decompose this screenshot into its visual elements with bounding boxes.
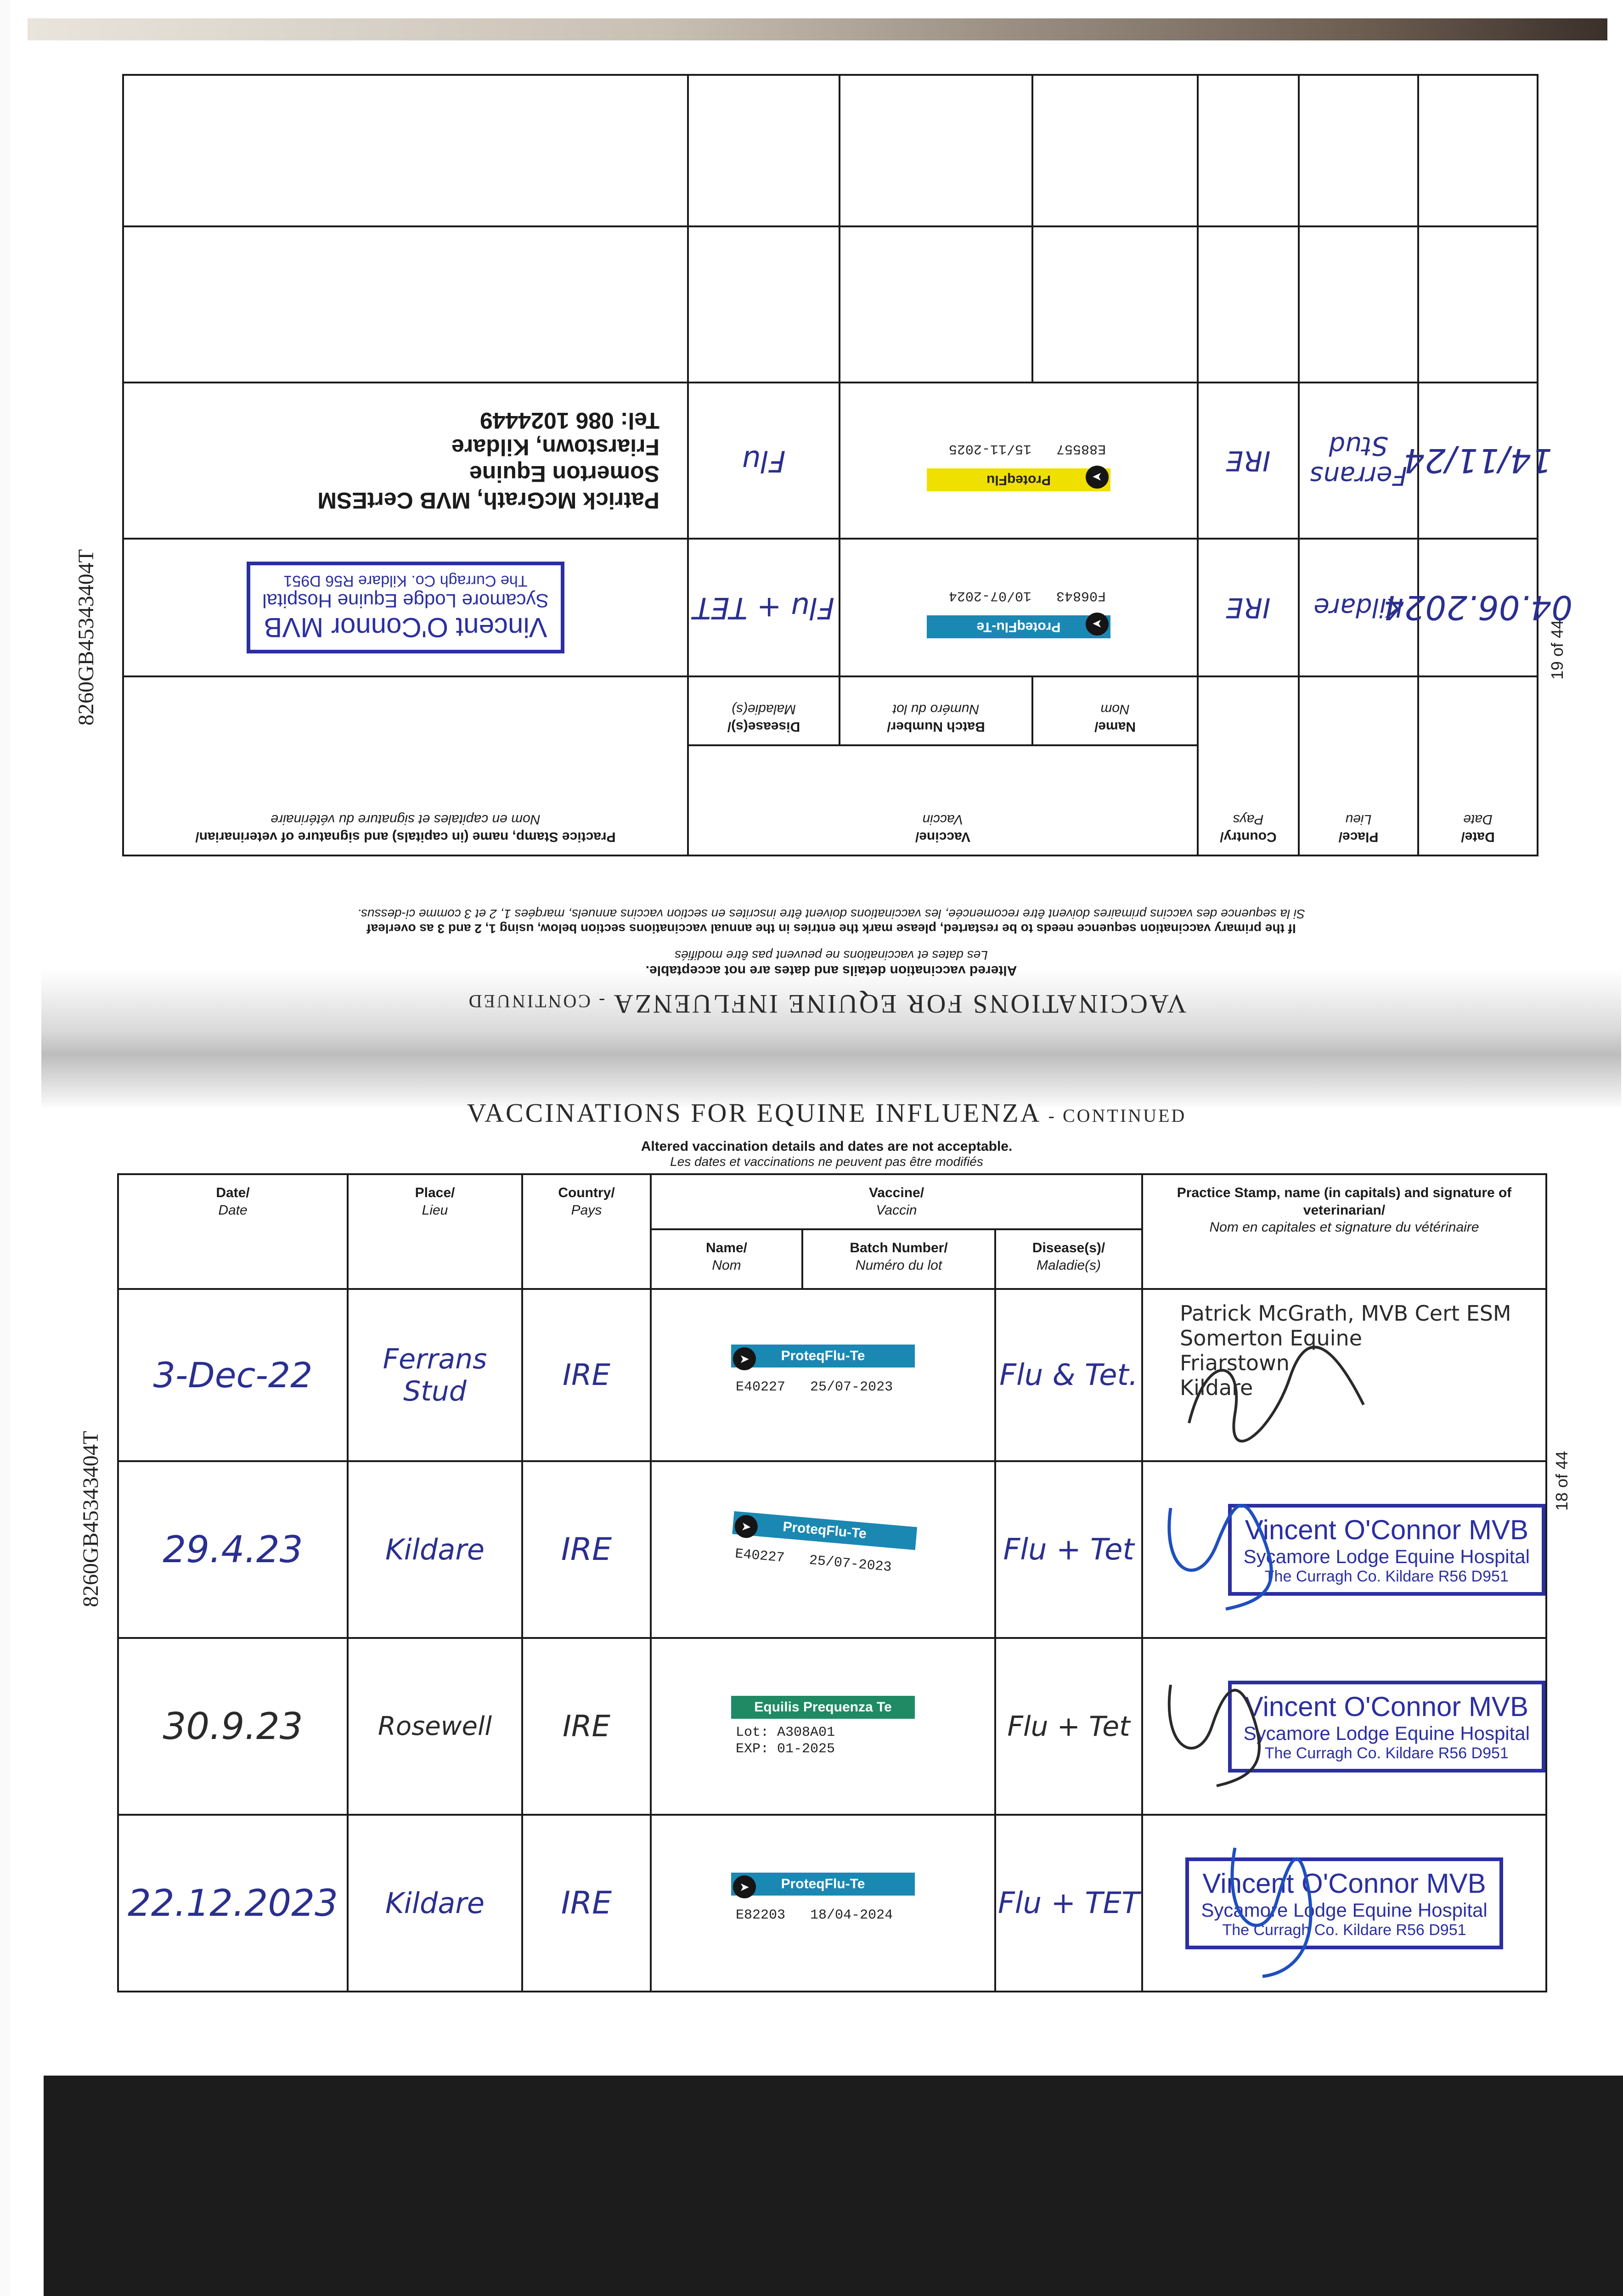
lower-header-vaccine: Vaccine/ Vaccin — [651, 1174, 1142, 1229]
upper-row-4 — [123, 75, 1538, 226]
upper-place-2: Ferrans Stud — [1310, 431, 1407, 490]
lower-date-1: 3-Dec-22 — [153, 1355, 313, 1396]
sticker-lot: E88557 15/11-2025 — [948, 441, 1106, 456]
upper-passport-id: 8260GB45343404T — [74, 549, 98, 726]
upper-restart-en: If the primary vaccination sequence needs to be restarted, please mark the entries in the annual vaccinations section below, using 1, 2 and 3 as overleaf — [366, 922, 1296, 936]
lower-header-country: Country/ Pays — [522, 1174, 651, 1289]
lower-row-3 — [118, 1638, 1546, 1815]
lower-place-1: Ferrans Stud — [383, 1343, 487, 1407]
sticker-logo-icon: ➤ — [734, 1514, 759, 1539]
upper-place-1: Kildare — [1313, 592, 1403, 623]
sticker-lot: F06843 10/07-2024 — [948, 588, 1106, 603]
stamp-line1: Sycamore Lodge Equine Hospital — [262, 590, 549, 612]
lower-country-3: IRE — [563, 1709, 610, 1744]
lower-vet-line-1: Patrick McGrath, MVB Cert ESM — [1180, 1301, 1511, 1326]
lower-disease-3: Flu + Tet — [1007, 1710, 1130, 1743]
upper-header-batch: Batch Number/ Numéro du lot — [840, 676, 1032, 745]
lower-vaccination-table — [117, 1173, 1545, 1991]
upper-header-disease: Disease(s)/ Maladie(s) — [688, 676, 840, 745]
lower-vaccine-sticker-1 — [727, 1341, 919, 1410]
upper-restart-fr: Si la sequence des vaccins primaires doivent être recomencée, les vaccinations doivent être inscrites en section vaccins annuels, marqées 1, 2 et 3 comme ci-dessus. — [357, 907, 1305, 921]
lower-place-3: Rosewell — [378, 1711, 492, 1741]
upper-title-text: VACCINATIONS FOR EQUINE INFLUENZA — [613, 989, 1187, 1019]
lower-vaccine-sticker-2 — [724, 1507, 922, 1592]
upper-date-1: 04.06.2024 — [1383, 588, 1573, 627]
signature-4 — [1207, 1820, 1327, 1986]
lower-vet-line-4: Kildare — [1180, 1375, 1253, 1400]
lower-header-stamp: Practice Stamp, name (in capitals) and signature of veterinarian/ Nom en capitales et signature du vétérinaire — [1142, 1174, 1546, 1289]
lower-date-4: 22.12.2023 — [127, 1882, 338, 1925]
sticker-brand: Equilis Prequenza Te — [731, 1696, 915, 1719]
sticker-brand: ProteqFlu-Te — [731, 1873, 915, 1896]
lower-place-4: Kildare — [385, 1886, 485, 1920]
upper-header-date: Date/ Date — [1418, 676, 1538, 855]
sticker-lot: E40227 25/07-2023 — [736, 1379, 893, 1395]
upper-country-2: IRE — [1226, 445, 1271, 477]
upper-notice-fr: Les dates et vaccinations ne peuvent pas être modifiés — [675, 948, 988, 962]
upper-row-2 — [123, 383, 1538, 539]
lower-header-disease: Disease(s)/ Maladie(s) — [995, 1229, 1142, 1289]
stamp-line2: The Curragh Co. Kildare R56 D951 — [1264, 1744, 1509, 1762]
signature-2 — [1152, 1471, 1299, 1618]
upper-vaccine-sticker-1 — [922, 573, 1115, 642]
stamp-line2: The Curragh Co. Kildare R56 D951 — [1222, 1921, 1466, 1939]
lower-row-4 — [118, 1815, 1546, 1992]
stamp-line2: The Curragh Co. Kildare R56 D951 — [283, 572, 528, 590]
sticker-lot: E82203 18/04-2024 — [736, 1907, 893, 1923]
scan-edge — [0, 0, 10, 2296]
upper-vet-line-4: Tel: 086 1024449 — [479, 408, 659, 433]
stamp-name: Vincent O'Connor MVB — [1245, 1514, 1528, 1545]
lower-notice-fr: Les dates et vaccinations ne peuvent pas être modifiés — [670, 1154, 983, 1169]
sticker-lot: E40227 25/07-2023 — [734, 1546, 892, 1576]
lower-date-3: 30.9.23 — [163, 1705, 303, 1748]
upper-vet-line-1: Patrick McGrath, MVB CertESM — [317, 488, 659, 513]
lower-notice-en: Altered vaccination details and dates are not acceptable. — [641, 1139, 1013, 1154]
lower-country-1: IRE — [563, 1358, 610, 1392]
upper-header-stamp: Practice Stamp, name (in capitals) and signature of veterinarian/ Nom en capitales et signature du vétérinaire — [123, 676, 688, 855]
stamp-line1: Sycamore Lodge Equine Hospital — [1201, 1899, 1488, 1921]
lower-passport-id: 8260GB45343404T — [79, 1430, 103, 1607]
lower-country-4: IRE — [561, 1885, 612, 1921]
upper-page-number: 19 of 44 — [1548, 619, 1567, 680]
sticker-logo-icon: ➤ — [733, 1347, 756, 1370]
lower-page-number: 18 of 44 — [1552, 1451, 1571, 1511]
lower-header-batch: Batch Number/ Numéro du lot — [802, 1229, 995, 1289]
lower-row-2 — [118, 1461, 1546, 1638]
upper-vet-stamp-1 — [247, 562, 564, 653]
stamp-line2: The Curragh Co. Kildare R56 D951 — [1264, 1567, 1509, 1585]
upper-title-sub: - CONTINUED — [467, 991, 605, 1012]
upper-header-name: Name/ Nom — [1032, 676, 1198, 745]
lower-disease-1: Flu & Tet. — [999, 1358, 1138, 1392]
stamp-line1: Sycamore Lodge Equine Hospital — [1243, 1545, 1530, 1567]
upper-row-1 — [123, 539, 1538, 676]
upper-header-country: Country/ Pays — [1198, 676, 1299, 855]
stamp-name: Vincent O'Connor MVB — [264, 612, 547, 643]
lower-header-name: Name/ Nom — [651, 1229, 802, 1289]
lower-section-title — [436, 1097, 1217, 1128]
upper-vet-line-3: Friarstown, Kildare — [451, 434, 659, 460]
upper-row-3 — [123, 226, 1538, 383]
sticker-brand: ProteqFlu-Te — [732, 1511, 917, 1550]
lower-place-2: Kildare — [385, 1533, 485, 1566]
lower-notice — [413, 1139, 1240, 1169]
sticker-logo-icon: ➤ — [733, 1875, 756, 1898]
upper-vet-line-2: Somerton Equine — [469, 461, 659, 487]
sticker-brand: ProteqFlu — [927, 468, 1110, 491]
lower-country-2: IRE — [561, 1531, 612, 1568]
lower-vaccine-sticker-3 — [727, 1692, 919, 1761]
lower-header-place: Place/ Lieu — [348, 1174, 522, 1289]
lower-date-2: 29.4.23 — [163, 1528, 303, 1571]
sticker-logo-icon: ➤ — [1086, 613, 1109, 636]
lower-header-date: Date/ Date — [118, 1174, 348, 1289]
upper-notice-en: Altered vaccination details and dates are not acceptable. — [645, 963, 1017, 978]
stamp-name: Vincent O'Connor MVB — [1245, 1691, 1528, 1722]
lower-row-1 — [118, 1289, 1546, 1461]
upper-notice — [138, 863, 1525, 978]
upper-header-place: Place/ Lieu — [1299, 676, 1418, 855]
upper-disease-2: Flu — [742, 444, 786, 478]
upper-section-title — [436, 987, 1217, 1019]
signature-3 — [1152, 1657, 1281, 1795]
stamp-line1: Sycamore Lodge Equine Hospital — [1243, 1722, 1530, 1744]
upper-vaccine-sticker-2 — [922, 426, 1115, 495]
sticker-brand: ProteqFlu-Te — [927, 615, 1110, 638]
lower-vet-line-2: Somerton Equine — [1180, 1326, 1362, 1351]
lower-vet-line-3: Friarstown — [1180, 1351, 1290, 1375]
lower-vaccine-sticker-4 — [727, 1869, 919, 1938]
lower-disease-2: Flu + Tet — [1003, 1532, 1134, 1567]
signature-1 — [1171, 1322, 1400, 1460]
lower-title-text: VACCINATIONS FOR EQUINE INFLUENZA — [467, 1098, 1040, 1128]
scan-top-band — [28, 18, 1607, 40]
upper-country-1: IRE — [1226, 591, 1271, 624]
sticker-logo-icon: ➤ — [1086, 466, 1109, 489]
upper-disease-1: Flu + TET — [693, 591, 835, 625]
stamp-name: Vincent O'Connor MVB — [1202, 1868, 1486, 1899]
upper-header-vaccine: Vaccine/ Vaccin — [688, 745, 1198, 855]
lower-disease-4: Flu + TET — [997, 1886, 1140, 1920]
lower-title-sub: - CONTINUED — [1048, 1105, 1187, 1126]
sticker-brand: ProteqFlu-Te — [731, 1345, 915, 1367]
sticker-lot: Lot: A308A01 EXP: 01-2025 — [736, 1724, 835, 1757]
upper-date-2: 14/11/24 — [1403, 441, 1552, 480]
scan-bottom-band — [44, 2076, 1623, 2296]
